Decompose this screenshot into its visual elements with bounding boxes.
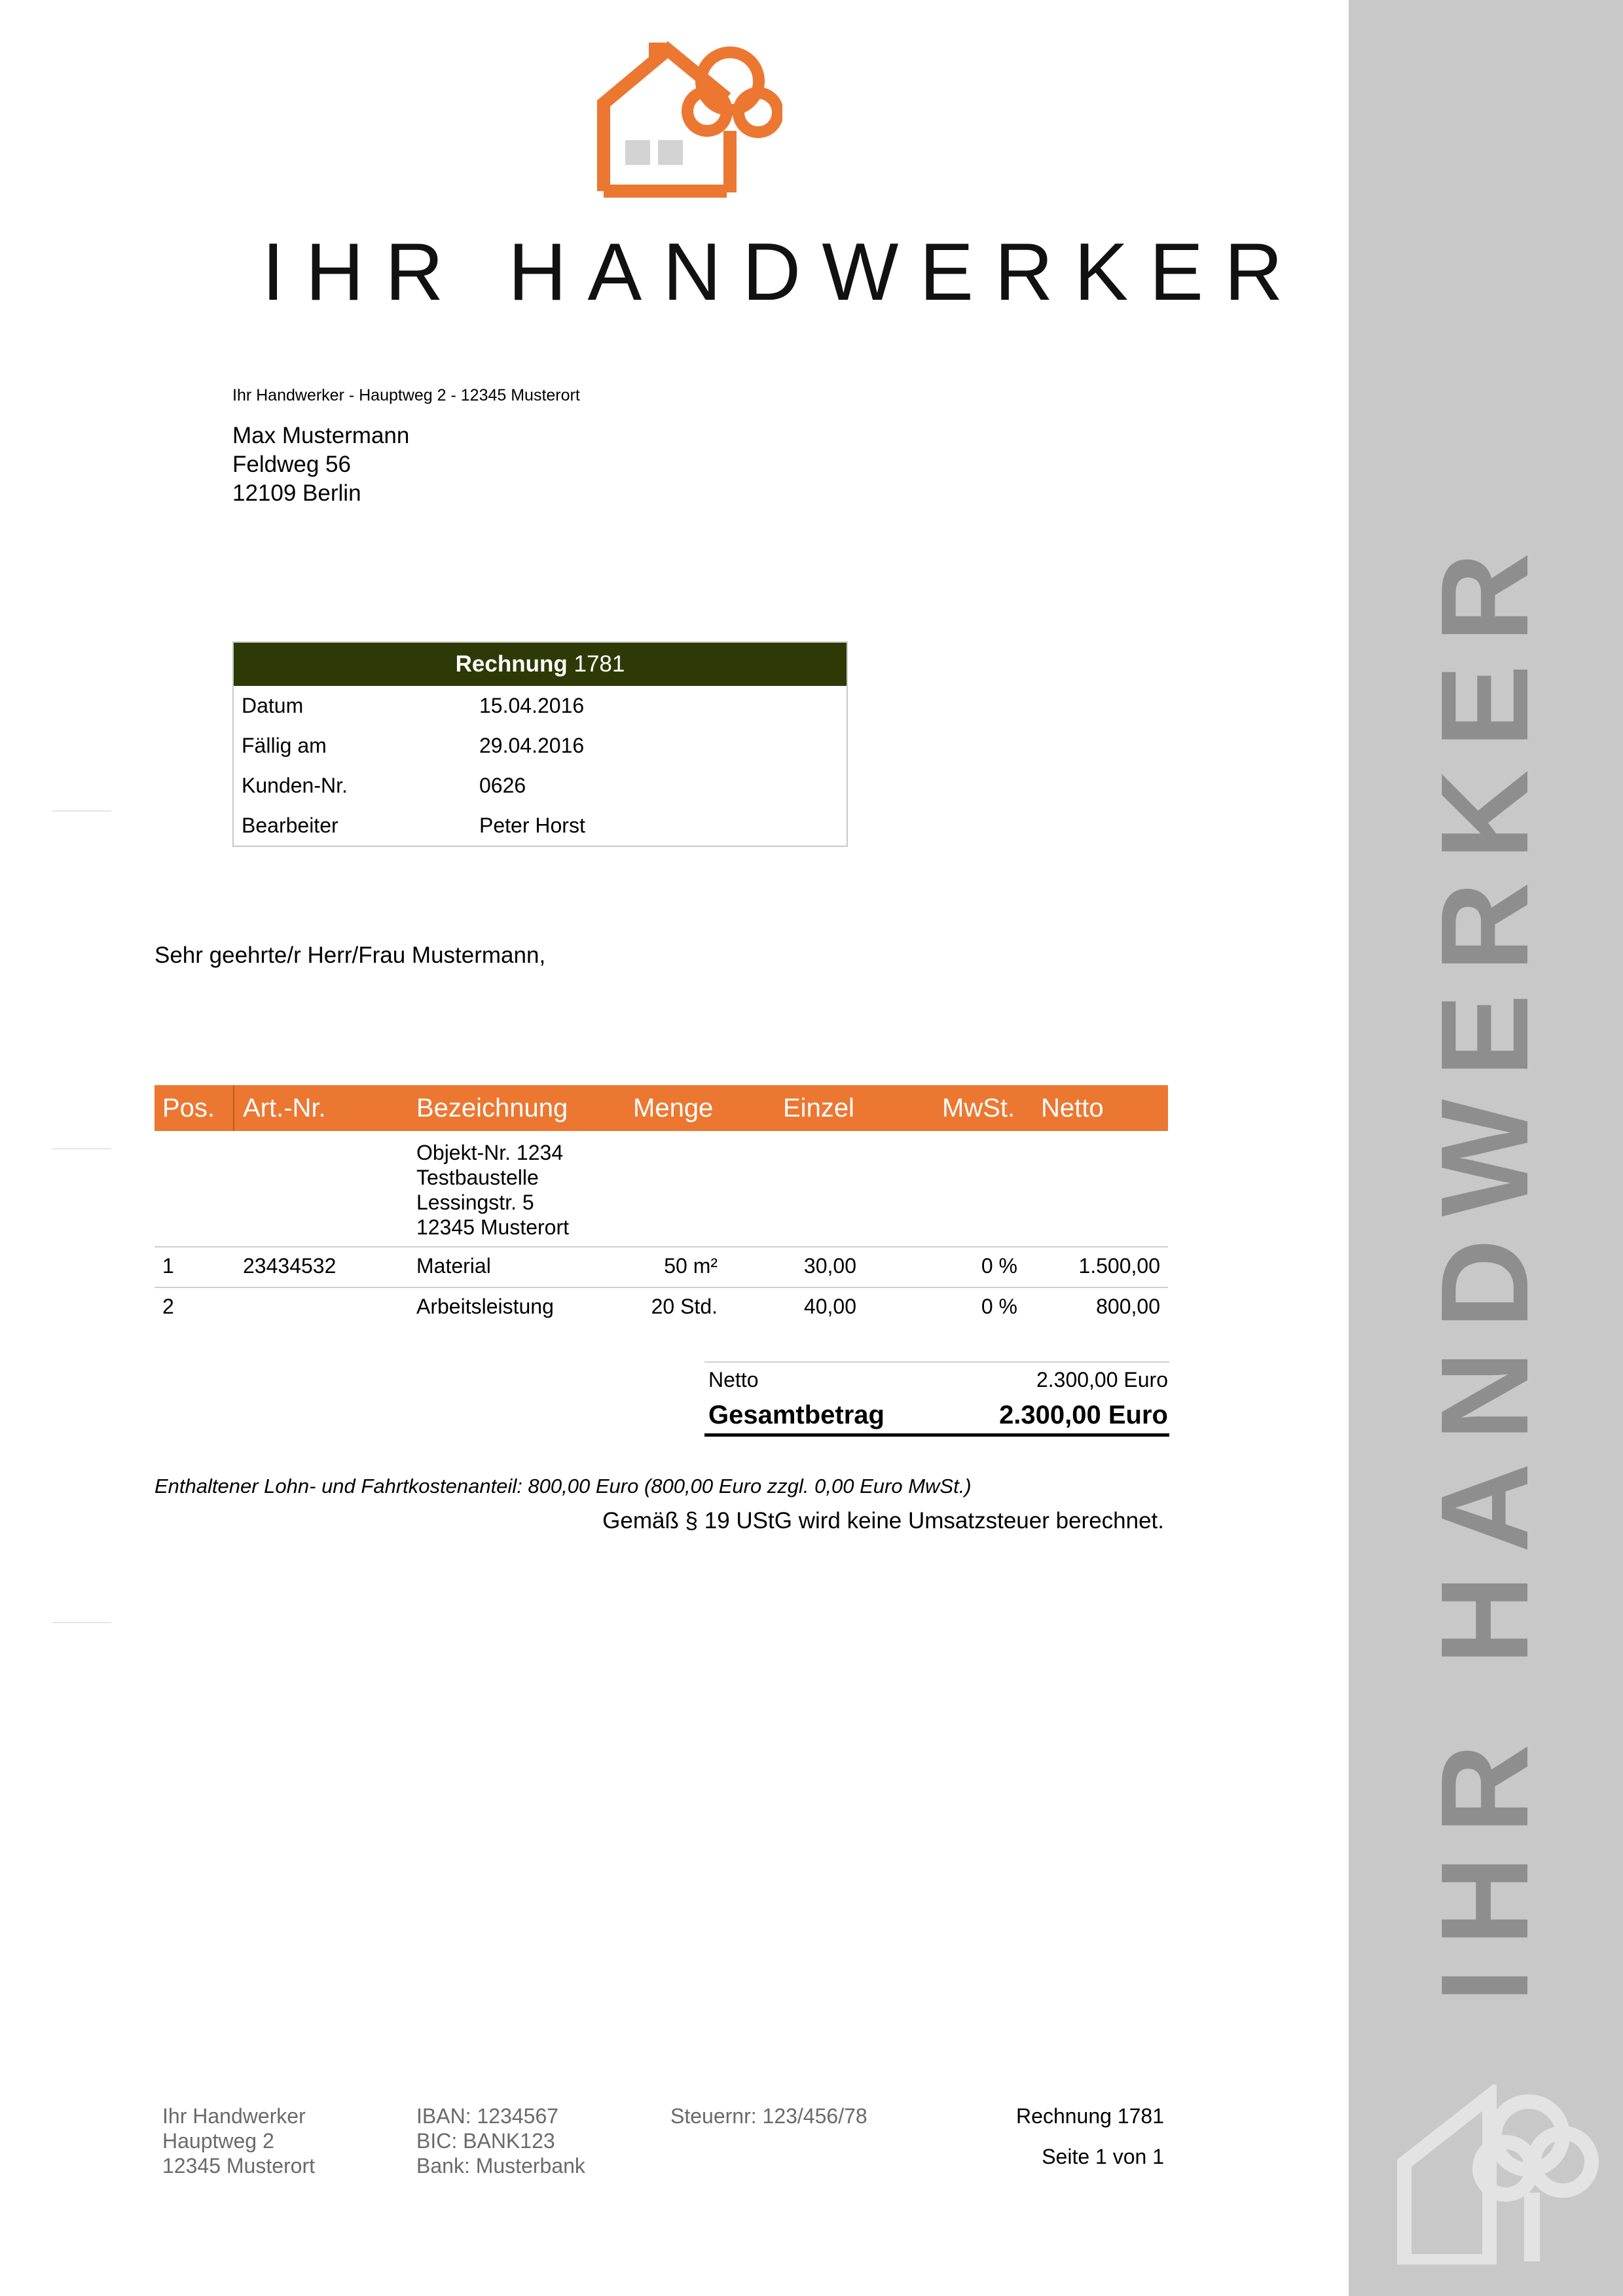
cell-pos: 1 xyxy=(162,1254,174,1278)
object-line: 12345 Musterort xyxy=(416,1215,570,1239)
info-label: Bearbeiter xyxy=(242,814,338,837)
invoice-title-label: Rechnung xyxy=(455,651,568,677)
info-value: 15.04.2016 xyxy=(479,694,585,717)
header-divider xyxy=(233,1085,234,1131)
info-value: 0626 xyxy=(479,774,526,797)
fold-mark xyxy=(52,1148,111,1149)
col-menge: Menge xyxy=(633,1094,714,1122)
object-info xyxy=(416,1140,569,1240)
netto-value: 2.300,00 Euro xyxy=(1036,1368,1168,1391)
cell-bez: Arbeitsleistung xyxy=(416,1295,554,1318)
ustg-note: Gemäß § 19 UStG wird keine Umsatzsteuer berechnet. xyxy=(602,1508,1164,1534)
netto-label: Netto xyxy=(708,1368,759,1391)
info-row-customer xyxy=(234,766,847,806)
gesamt-value: 2.300,00 Euro xyxy=(999,1401,1168,1429)
table-row xyxy=(155,1295,1168,1327)
info-value: Peter Horst xyxy=(479,814,585,837)
fold-mark xyxy=(52,810,111,812)
footer-bank xyxy=(416,2104,585,2178)
items-table-header xyxy=(155,1085,1168,1131)
cell-netto: 800,00 xyxy=(1096,1295,1160,1318)
footer-line: Ihr Handwerker xyxy=(162,2104,306,2128)
recipient-street: Feldweg 56 xyxy=(232,452,351,477)
col-bez: Bezeichnung xyxy=(416,1094,568,1122)
cell-netto: 1.500,00 xyxy=(1078,1254,1160,1278)
col-pos: Pos. xyxy=(162,1094,215,1122)
sender-line: Ihr Handwerker - Hauptweg 2 - 12345 Musterort xyxy=(232,386,580,404)
footer-line: IBAN: 1234567 xyxy=(416,2104,559,2128)
cell-mwst: 0 % xyxy=(981,1254,1017,1278)
object-line: Testbaustelle xyxy=(416,1166,539,1189)
cell-menge: 50 m² xyxy=(664,1254,718,1278)
info-row-due xyxy=(234,726,847,766)
object-line: Objekt-Nr. 1234 xyxy=(416,1141,564,1164)
house-tree-icon xyxy=(596,41,782,199)
cell-mwst: 0 % xyxy=(981,1295,1017,1318)
cell-art: 23434532 xyxy=(243,1254,337,1278)
netto-row xyxy=(704,1363,1169,1397)
col-netto: Netto xyxy=(1041,1094,1104,1122)
footer-tax: Steuernr: 123/456/78 xyxy=(670,2104,867,2128)
info-row-date xyxy=(234,686,847,726)
footer-line: 12345 Musterort xyxy=(162,2154,316,2178)
cell-pos: 2 xyxy=(162,1295,174,1318)
labor-cost-note: Enthaltener Lohn- und Fahrtkostenanteil: 800,00 Euro (800,00 Euro zzgl. 0,00 Euro MwSt.) xyxy=(155,1475,972,1498)
gesamt-row xyxy=(704,1397,1169,1433)
row-divider xyxy=(155,1246,1168,1247)
footer-invoice-ref: Rechnung 1781 xyxy=(1016,2104,1164,2128)
footer-line: Bank: Musterbank xyxy=(416,2154,585,2178)
cell-menge: 20 Std. xyxy=(651,1295,718,1318)
greeting: Sehr geehrte/r Herr/Frau Mustermann, xyxy=(155,942,546,968)
table-row xyxy=(155,1254,1168,1287)
object-line: Lessingstr. 5 xyxy=(416,1191,534,1214)
invoice-number: 1781 xyxy=(574,651,625,677)
info-value: 29.04.2016 xyxy=(479,734,585,757)
info-label: Datum xyxy=(242,694,304,717)
footer-line: BIC: BANK123 xyxy=(416,2129,555,2153)
footer-page-number: Seite 1 von 1 xyxy=(1042,2145,1164,2168)
brand-wordmark: IHR HANDWERKER xyxy=(262,227,1304,317)
invoice-title xyxy=(234,643,847,686)
recipient-name: Max Mustermann xyxy=(232,423,410,448)
info-row-agent xyxy=(234,806,847,846)
cell-einzel: 40,00 xyxy=(803,1295,856,1318)
recipient-address xyxy=(232,422,409,508)
house-tree-outline-icon xyxy=(1391,2085,1601,2265)
totals-bottom-line xyxy=(704,1433,1169,1437)
col-mwst: MwSt. xyxy=(942,1094,1015,1122)
totals-box xyxy=(704,1361,1169,1437)
cell-einzel: 30,00 xyxy=(803,1254,856,1278)
footer-line: Hauptweg 2 xyxy=(162,2129,274,2153)
fold-mark xyxy=(52,1622,111,1623)
cell-bez: Material xyxy=(416,1254,491,1278)
gesamt-label: Gesamtbetrag xyxy=(708,1401,884,1429)
items-table xyxy=(155,1085,1168,1318)
row-divider xyxy=(155,1287,1168,1288)
info-label: Fällig am xyxy=(242,734,327,757)
recipient-city: 12109 Berlin xyxy=(232,480,361,506)
sidebar-brand-text: IHR HANDWERKER xyxy=(1415,530,1554,2003)
invoice-info-box xyxy=(232,641,848,847)
footer-company xyxy=(162,2104,315,2178)
info-label: Kunden-Nr. xyxy=(242,774,348,797)
col-einzel: Einzel xyxy=(783,1094,854,1122)
col-art: Art.-Nr. xyxy=(243,1094,326,1122)
